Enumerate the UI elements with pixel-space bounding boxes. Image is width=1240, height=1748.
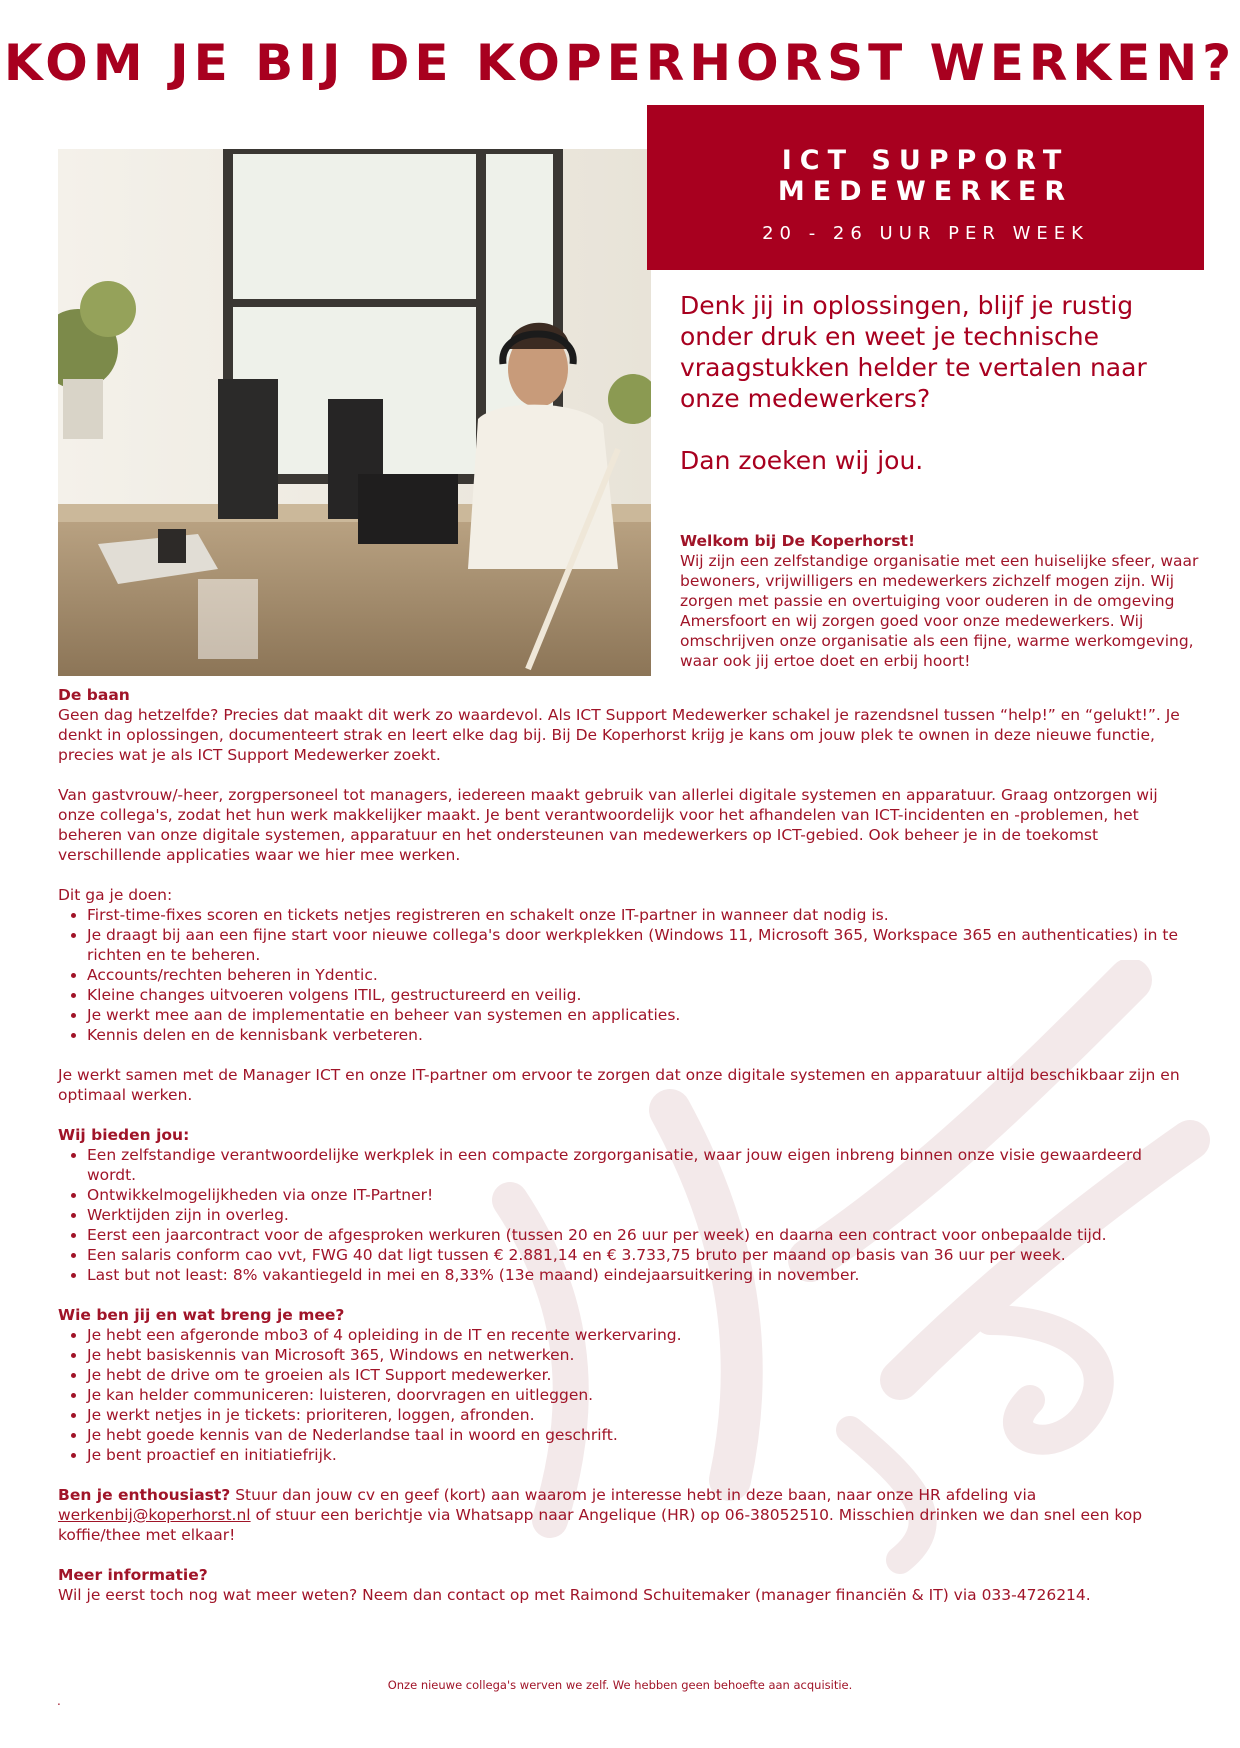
welcome-section bbox=[680, 531, 1200, 671]
office-photo bbox=[58, 149, 651, 676]
email-link[interactable]: werkenbij@koperhorst.nl bbox=[58, 1506, 251, 1524]
man-with-headset-at-desk-image bbox=[58, 149, 651, 676]
intro-text bbox=[680, 290, 1200, 476]
tasks-intro: Dit ga je doen: bbox=[58, 886, 173, 904]
tasks-list bbox=[58, 905, 1188, 1045]
info-text: Wil je eerst toch nog wat meer weten? Neem dan contact op met Raimond Schuitemaker (manager financiën & IT) via 033-4726214. bbox=[58, 1586, 1091, 1604]
list-item: • Accounts/rechten beheren in Ydentic. bbox=[87, 965, 1188, 985]
job-heading: De baan bbox=[58, 686, 130, 704]
footer-dot: . bbox=[57, 1694, 61, 1708]
list-item: • Je hebt goede kennis van de Nederlandse taal in woord en geschrift. bbox=[87, 1425, 1188, 1445]
info-heading: Meer informatie? bbox=[58, 1566, 208, 1584]
footer-note: Onze nieuwe collega's werven we zelf. We hebben geen behoefte aan acquisitie. bbox=[387, 1678, 853, 1692]
list-item: • Je hebt de drive om te groeien als ICT Support medewerker. bbox=[87, 1365, 1188, 1385]
list-item: • Een zelfstandige verantwoordelijke werkplek in een compacte zorgorganisatie, waar jouw eigen inbreng binnen onze visie gewaardeerd wordt. bbox=[87, 1145, 1188, 1185]
list-item: • Je hebt een afgeronde mbo3 of 4 opleiding in de IT en recente werkervaring. bbox=[87, 1325, 1188, 1345]
main-content bbox=[58, 685, 1188, 1605]
welcome-text: Wij zijn een zelfstandige organisatie met een huiselijke sfeer, waar bewoners, vrijwilligers en medewerkers zichzelf mogen zijn. Wij zorgen met passie en overtuiging voor ouderen in de omgeving Amersfoort en wij zorgen goed voor onze medewerkers. Wij omschrijven onze organisatie als een fijne, warme werkomgeving, waar ook jij ertoe doet en erbij hoort! bbox=[680, 552, 1199, 670]
list-item: • Je draagt bij aan een fijne start voor nieuwe collega's door werkplekken (Windows 11, Microsoft 365, Workspace 365 en authenticaties) in te richten en te beheren. bbox=[87, 925, 1188, 965]
list-item: • Je hebt basiskennis van Microsoft 365, Windows en netwerken. bbox=[87, 1345, 1188, 1365]
offer-list bbox=[58, 1145, 1188, 1285]
list-item: • Je werkt mee aan de implementatie en beheer van systemen en applicaties. bbox=[87, 1005, 1188, 1025]
intro-answer: Dan zoeken wij jou. bbox=[680, 446, 924, 475]
profile-heading: Wie ben jij en wat breng je mee? bbox=[58, 1306, 345, 1324]
profile-list bbox=[58, 1325, 1188, 1465]
job-title: ICT SUPPORT MEDEWERKER bbox=[777, 145, 1074, 207]
intro-question: Denk jij in oplossingen, blijf je rustig onder druk en weet je technische vraagstukken helder te vertalen naar onze medewerkers? bbox=[680, 291, 1147, 413]
list-item: • Werktijden zijn in overleg. bbox=[87, 1205, 1188, 1225]
job-hours: 20 - 26 UUR PER WEEK bbox=[762, 223, 1089, 244]
apply-text-before: Stuur dan jouw cv en geef (kort) aan waarom je interesse hebt in deze baan, naar onze HR afdeling via bbox=[230, 1486, 1037, 1504]
welcome-heading: Welkom bij De Koperhorst! bbox=[680, 532, 916, 550]
list-item: • Een salaris conform cao vvt, FWG 40 dat ligt tussen € 2.881,14 en € 3.733,75 bruto per maand op basis van 36 uur per week. bbox=[87, 1245, 1188, 1265]
list-item: • Kennis delen en de kennisbank verbeteren. bbox=[87, 1025, 1188, 1045]
page-title: KOM JE BIJ DE KOPERHORST WERKEN? bbox=[3, 34, 1237, 92]
list-item: • Ontwikkelmogelijkheden via onze IT-Partner! bbox=[87, 1185, 1188, 1205]
list-item: • Je werkt netjes in je tickets: prioriteren, loggen, afronden. bbox=[87, 1405, 1188, 1425]
list-item: • Je bent proactief en initiatiefrijk. bbox=[87, 1445, 1188, 1465]
job-paragraph-1: Geen dag hetzelfde? Precies dat maakt dit werk zo waardevol. Als ICT Support Medewerker schakel je razendsnel tussen “help!” en “gelukt!”. Je denkt in oplossingen, documenteert strak en leert elke dag bij. Bij De Koperhorst krijg je kans om jouw plek te ownen in deze nieuwe functie, precies wat je als ICT Support Medewerker zoekt. bbox=[58, 706, 1180, 764]
apply-heading: Ben je enthousiast? bbox=[58, 1486, 231, 1504]
list-item: • Kleine changes uitvoeren volgens ITIL, gestructureerd en veilig. bbox=[87, 985, 1188, 1005]
apply-text-after: of stuur een berichtje via Whatsapp naar Angelique (HR) op 06-38052510. Misschien drinken we dan snel een kop koffie/thee met elkaar! bbox=[58, 1506, 1143, 1544]
list-item: • Je kan helder communiceren: luisteren, doorvragen en uitleggen. bbox=[87, 1385, 1188, 1405]
job-paragraph-2: Van gastvrouw/-heer, zorgpersoneel tot managers, iedereen maakt gebruik van allerlei digitale systemen en apparatuur. Graag ontzorgen wij onze collega's, zodat het hun werk makkelijker maakt. Je bent verantwoordelijk voor het afhandelen van ICT-incidenten en -problemen, het beheren van onze digitale systemen, apparatuur en het ondersteunen van medewerkers op ICT-gebied. Ook beheer je in de toekomst verschillende applicaties waar we hier mee werken. bbox=[58, 786, 1158, 864]
list-item: • Eerst een jaarcontract voor de afgesproken werkuren (tussen 20 en 26 uur per week) en daarna een contract voor onbepaalde tijd. bbox=[87, 1225, 1188, 1245]
apply-paragraph bbox=[58, 1485, 1188, 1545]
offer-heading: Wij bieden jou: bbox=[58, 1126, 190, 1144]
list-item: • Last but not least: 8% vakantiegeld in mei en 8,33% (13e maand) eindejaarsuitkering in november. bbox=[87, 1265, 1188, 1285]
job-banner bbox=[647, 105, 1204, 270]
list-item: • First-time-fixes scoren en tickets netjes registreren en schakelt onze IT-partner in wanneer dat nodig is. bbox=[87, 905, 1188, 925]
job-paragraph-3: Je werkt samen met de Manager ICT en onze IT-partner om ervoor te zorgen dat onze digitale systemen en apparatuur altijd beschikbaar zijn en optimaal werken. bbox=[58, 1066, 1180, 1104]
